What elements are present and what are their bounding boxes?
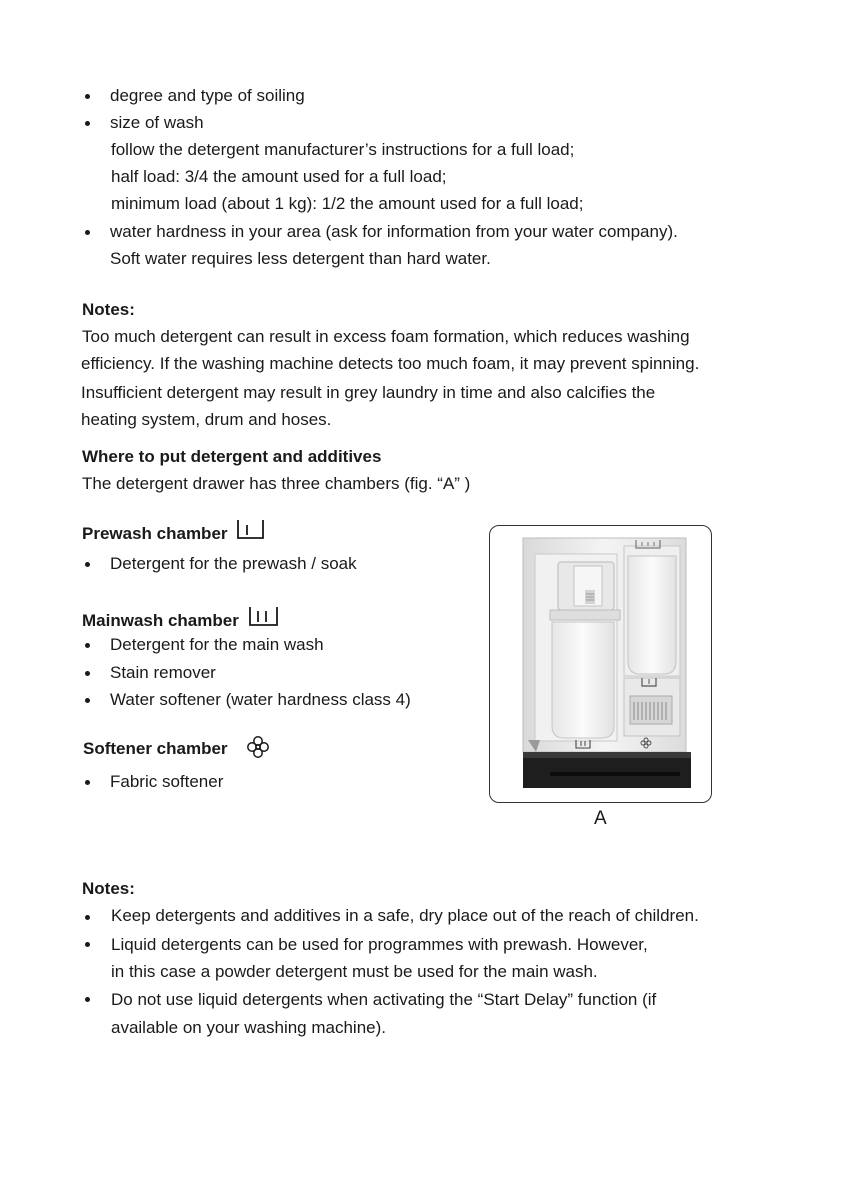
prewash-heading <box>82 519 266 544</box>
bullet-water-hardness: water hardness in your area (ask for information from your water company). <box>110 222 678 241</box>
wash-size-minimum-load: minimum load (about 1 kg): 1/2 the amount used for a full load; <box>111 194 584 213</box>
detergent-drawer-illustration <box>490 526 711 802</box>
detergent-drawer-figure <box>489 525 712 803</box>
softener-bullet: Fabric softener <box>110 772 224 791</box>
water-hardness-continuation: Soft water requires less detergent than hard water. <box>110 249 491 268</box>
bullet-dot <box>85 643 90 648</box>
mainwash-heading-text: Mainwash chamber <box>82 611 239 630</box>
notes-line: heating system, drum and hoses. <box>81 410 332 429</box>
prewash-heading-text: Prewash chamber <box>82 524 228 543</box>
bullet-dot <box>85 942 90 947</box>
flower-icon <box>244 735 272 759</box>
notes-heading: Notes: <box>82 879 135 898</box>
mainwash-chamber-icon <box>248 606 280 628</box>
section-heading-where: Where to put detergent and additives <box>82 447 382 466</box>
bullet-dot <box>85 997 90 1002</box>
bullet-dot <box>85 230 90 235</box>
notes-bullet-continuation: available on your washing machine). <box>111 1018 386 1037</box>
bullet-size-of-wash: size of wash <box>110 113 204 132</box>
mainwash-bullet: Detergent for the main wash <box>110 635 324 654</box>
wash-size-full-load: follow the detergent manufacturer’s instructions for a full load; <box>111 140 575 159</box>
bullet-dot <box>85 915 90 920</box>
mainwash-heading <box>82 606 280 631</box>
prewash-chamber-icon <box>236 519 266 541</box>
notes-bullet: Do not use liquid detergents when activating the “Start Delay” function (if <box>111 990 657 1009</box>
figure-label: A <box>594 808 607 829</box>
drawer-description: The detergent drawer has three chambers (fig. “A” ) <box>82 474 471 493</box>
bullet-dot <box>85 562 90 567</box>
prewash-bullet: Detergent for the prewash / soak <box>110 554 357 573</box>
mainwash-bullet: Water softener (water hardness class 4) <box>110 690 411 709</box>
notes-bullet-continuation: in this case a powder detergent must be used for the main wash. <box>111 962 598 981</box>
bullet-dot <box>85 121 90 126</box>
notes-line: Insufficient detergent may result in grey laundry in time and also calcifies the <box>81 383 656 402</box>
bullet-dot <box>85 698 90 703</box>
wash-size-half-load: half load: 3/4 the amount used for a full load; <box>111 167 447 186</box>
mainwash-bullet: Stain remover <box>110 663 216 682</box>
notes-bullet: Liquid detergents can be used for programmes with prewash. However, <box>111 935 648 954</box>
notes-bullet: Keep detergents and additives in a safe, dry place out of the reach of children. <box>111 906 699 925</box>
softener-heading-text: Softener chamber <box>83 739 228 758</box>
notes-line: Too much detergent can result in excess foam formation, which reduces washing <box>82 327 690 346</box>
bullet-dot <box>85 94 90 99</box>
notes-heading: Notes: <box>82 300 135 319</box>
notes-line: efficiency. If the washing machine detects too much foam, it may prevent spinning. <box>81 354 700 373</box>
bullet-degree-of-soiling: degree and type of soiling <box>110 86 305 105</box>
bullet-dot <box>85 780 90 785</box>
softener-heading <box>83 735 272 759</box>
bullet-dot <box>85 671 90 676</box>
